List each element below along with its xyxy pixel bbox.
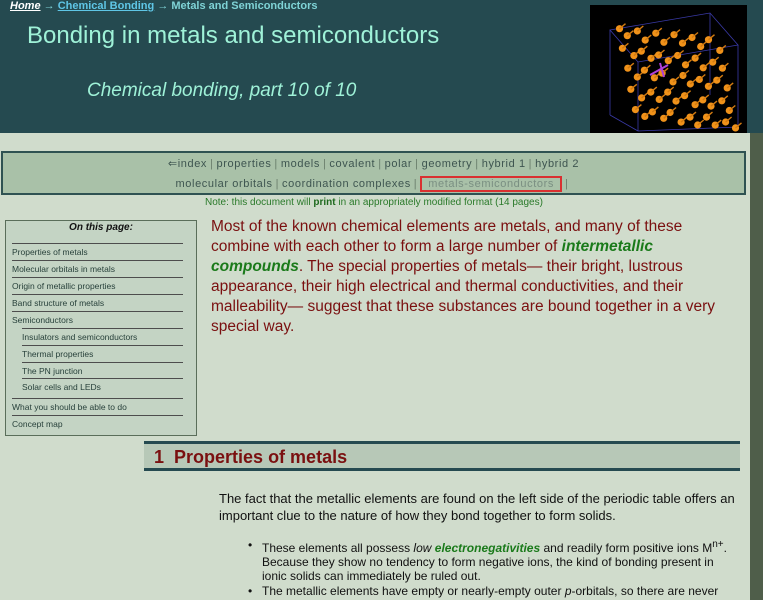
breadcrumb-home-link[interactable]: Home [10,0,41,12]
bullet-dot-icon: • [248,538,253,552]
section-navigation [1,151,746,195]
nav-hybrid-2-link[interactable]: hybrid 2 [535,158,580,170]
nav-models-link[interactable]: models [280,158,320,170]
toc-link-thermal-properties[interactable]: Thermal properties [22,345,183,359]
breadcrumb-arrow-icon: → [43,0,55,12]
on-this-page-toc [5,220,197,436]
nav-molecular-orbitals-link[interactable]: molecular orbitals [175,178,273,190]
page-subtitle: Chemical bonding, part 10 of 10 [87,80,357,101]
nav-index-link[interactable]: ⇐index [167,158,208,170]
bullet-item: These elements all possess low electronegativities and readily form positive ions $M^{n+}$. Because they show no tendency to form negative ions, the kind of bonding present in ionic solids can immediately be ruled out. [262,539,727,583]
toc-link-concept-map[interactable]: Concept map [12,415,183,429]
toc-link-origin-of-metallic-properties[interactable]: Origin of metallic properties [12,277,183,291]
nav-coordination-complexes-link[interactable]: coordination complexes [282,178,411,190]
section-heading-bar [144,441,740,471]
breadcrumb-arrow-icon: → [157,0,169,12]
nav-covalent-link[interactable]: covalent [329,158,376,170]
bullet-item: The metallic elements have empty or nearly-empty outer p-orbitals, so there are never [262,584,719,598]
toc-link-molecular-orbitals-in-metals[interactable]: Molecular orbitals in metals [12,260,183,274]
page-header [0,0,763,133]
intro-paragraph: Most of the known chemical elements are metals, and many of these combine with each other to form a large number of intermetallic compounds. The special properties of metals— their bright, lustrous appearance, their high electrical and thermal conductivities, and their malleability— suggest that these substances are bound together in a very special way. [211,218,716,335]
breadcrumb [10,0,317,12]
intermetallic-compounds-term: intermetallic compounds [211,238,653,275]
toc-link-solar-cells-and-leds[interactable]: Solar cells and LEDs [22,378,183,392]
print-note: Note: this document will print in an appropriately modified format (14 pages) [205,197,543,208]
metal-crystal-lattice-image [590,5,747,133]
nav-metals-semiconductors-current[interactable]: metals-semiconductors [420,176,562,192]
breadcrumb-chemical-bonding-link[interactable]: Chemical Bonding [57,0,155,12]
toc-title: On this page: [69,222,133,233]
nav-hybrid-1-link[interactable]: hybrid 1 [481,158,526,170]
breadcrumb-current: Metals and Semiconductors [171,0,318,12]
nav-geometry-link[interactable]: geometry [421,158,473,170]
body-paragraph: The fact that the metallic elements are found on the left side of the periodic table offers an important clue to the nature of how they bond together to form solids. [219,491,735,523]
nav-row-2: molecular orbitals | coordination complexes | metals-semiconductors | [175,178,569,190]
nav-row-1: ⇐index | properties | models | covalent | polar | geometry | hybrid 1 | hybrid 2 [167,158,580,170]
toc-link-what-you-should-be-able-to-do[interactable]: What you should be able to do [12,398,183,412]
nav-properties-link[interactable]: properties [216,158,272,170]
toc-link-band-structure-of-metals[interactable]: Band structure of metals [12,294,183,308]
electronegativities-term: electronegativities [434,541,541,555]
bullet-dot-icon: • [248,584,253,598]
section-heading: 1 Properties of metals [154,447,348,467]
toc-link-properties-of-metals[interactable]: Properties of metals [12,243,183,257]
toc-link-insulators-and-semiconductors[interactable]: Insulators and semiconductors [22,328,183,342]
page-title: Bonding in metals and semiconductors [27,22,440,49]
toc-link-semiconductors[interactable]: Semiconductors [12,311,183,325]
right-edge-bar [750,133,763,600]
nav-polar-link[interactable]: polar [384,158,413,170]
toc-link-pn-junction[interactable]: The PN junction [22,362,183,376]
